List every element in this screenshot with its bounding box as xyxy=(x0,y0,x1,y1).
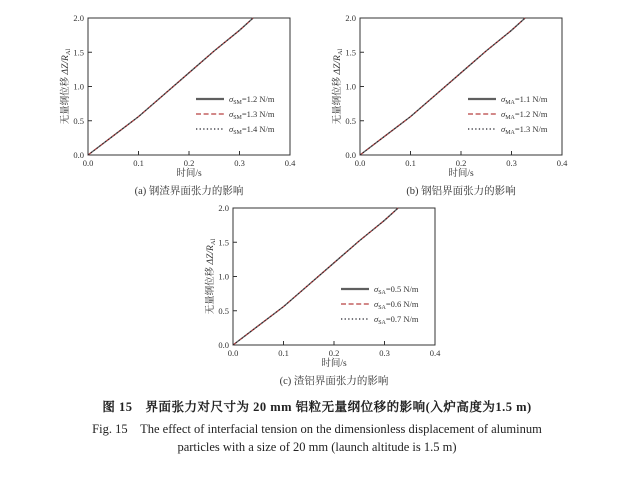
series-line-solid xyxy=(233,208,398,345)
y-tick-label: 0.5 xyxy=(73,115,84,126)
chart-steel-aluminum-tension xyxy=(330,6,590,200)
y-axis-label: 无量纲位移 $\Delta Z/R_{Al}$ xyxy=(61,48,72,125)
y-tick-label: 2.0 xyxy=(73,13,84,23)
legend-entry-label: $\sigma_{SM}=1.3$ N/m xyxy=(229,109,275,121)
chart-c-svg xyxy=(203,196,463,390)
plot-border xyxy=(360,18,562,155)
chart-b-svg xyxy=(330,6,590,200)
y-tick-label: 0.0 xyxy=(218,340,229,350)
series-line-solid xyxy=(88,18,253,155)
figure-caption xyxy=(0,397,634,458)
x-tick-label: 0.3 xyxy=(379,348,390,358)
x-tick-label: 0.1 xyxy=(405,158,416,168)
chart-subcaption: (a) 钢渣界面张力的影响 xyxy=(134,186,244,197)
x-tick-label: 0.2 xyxy=(183,158,195,168)
x-tick-label: 0.0 xyxy=(354,158,366,168)
y-tick-label: 2.0 xyxy=(218,203,229,213)
y-tick-label: 1.5 xyxy=(218,237,229,248)
legend-entry-label: $\sigma_{SM}=1.2$ N/m xyxy=(229,94,275,106)
y-tick-label: 1.0 xyxy=(218,271,229,282)
legend-entry-label: $\sigma_{MA}=1.2$ N/m xyxy=(501,109,548,121)
x-tick-label: 0.3 xyxy=(234,158,245,168)
legend-entry-label: $\sigma_{SA}=0.6$ N/m xyxy=(374,299,419,311)
chart-steel-slag-tension xyxy=(58,6,318,200)
legend xyxy=(468,94,548,136)
x-axis-label: 时间/s xyxy=(448,169,474,179)
x-tick-label: 0.1 xyxy=(133,158,144,168)
x-tick-label: 0.2 xyxy=(328,348,340,358)
chart-subcaption: (b) 钢铝界面张力的影响 xyxy=(406,186,516,197)
legend-entry-label: $\sigma_{SM}=1.4$ N/m xyxy=(229,124,275,136)
y-axis-label: 无量纲位移 $\Delta Z/R_{Al}$ xyxy=(333,48,344,125)
plot-border xyxy=(233,208,435,345)
y-tick-label: 1.5 xyxy=(345,47,356,58)
y-tick-label: 0.0 xyxy=(345,150,356,160)
y-tick-label: 2.0 xyxy=(345,13,356,23)
series-line-solid xyxy=(360,18,525,155)
chart-a-svg xyxy=(58,6,318,200)
y-tick-label: 0.0 xyxy=(73,150,84,160)
plot-border xyxy=(88,18,290,155)
y-tick-label: 1.5 xyxy=(73,47,84,58)
chart-slag-aluminum-tension xyxy=(203,196,463,390)
figure-caption-chinese: 图 15 界面张力对尺寸为 20 mm 铝粒无量纲位移的影响(入炉高度为1.5 m) xyxy=(102,400,532,414)
figure-caption-english-line1: Fig. 15 The effect of interfacial tension on the dimensionless displacement of aluminum xyxy=(92,422,542,436)
x-tick-label: 0.4 xyxy=(556,158,568,168)
x-axis-label: 时间/s xyxy=(176,169,202,179)
legend-entry-label: $\sigma_{MA}=1.1$ N/m xyxy=(501,94,548,106)
legend-entry-label: $\sigma_{SA}=0.7$ N/m xyxy=(374,314,419,326)
x-tick-label: 0.3 xyxy=(506,158,517,168)
x-tick-label: 0.1 xyxy=(278,348,289,358)
y-tick-label: 0.5 xyxy=(345,115,356,126)
x-tick-label: 0.4 xyxy=(284,158,296,168)
y-tick-label: 1.0 xyxy=(73,81,84,92)
y-axis-label: 无量纲位移 $\Delta Z/R_{Al}$ xyxy=(206,238,217,315)
x-axis-label: 时间/s xyxy=(321,359,347,369)
y-tick-label: 0.5 xyxy=(218,305,229,316)
x-tick-label: 0.4 xyxy=(429,348,441,358)
legend xyxy=(196,94,275,136)
chart-subcaption: (c) 渣铝界面张力的影响 xyxy=(279,376,389,387)
legend-entry-label: $\sigma_{SA}=0.5$ N/m xyxy=(374,284,419,296)
figure-caption-english-line2: particles with a size of 20 mm (launch altitude is 1.5 m) xyxy=(177,440,457,454)
x-tick-label: 0.2 xyxy=(455,158,467,168)
x-tick-label: 0.0 xyxy=(227,348,239,358)
legend-entry-label: $\sigma_{MA}=1.3$ N/m xyxy=(501,124,548,136)
y-tick-label: 1.0 xyxy=(345,81,356,92)
legend xyxy=(341,284,419,326)
x-tick-label: 0.0 xyxy=(82,158,94,168)
